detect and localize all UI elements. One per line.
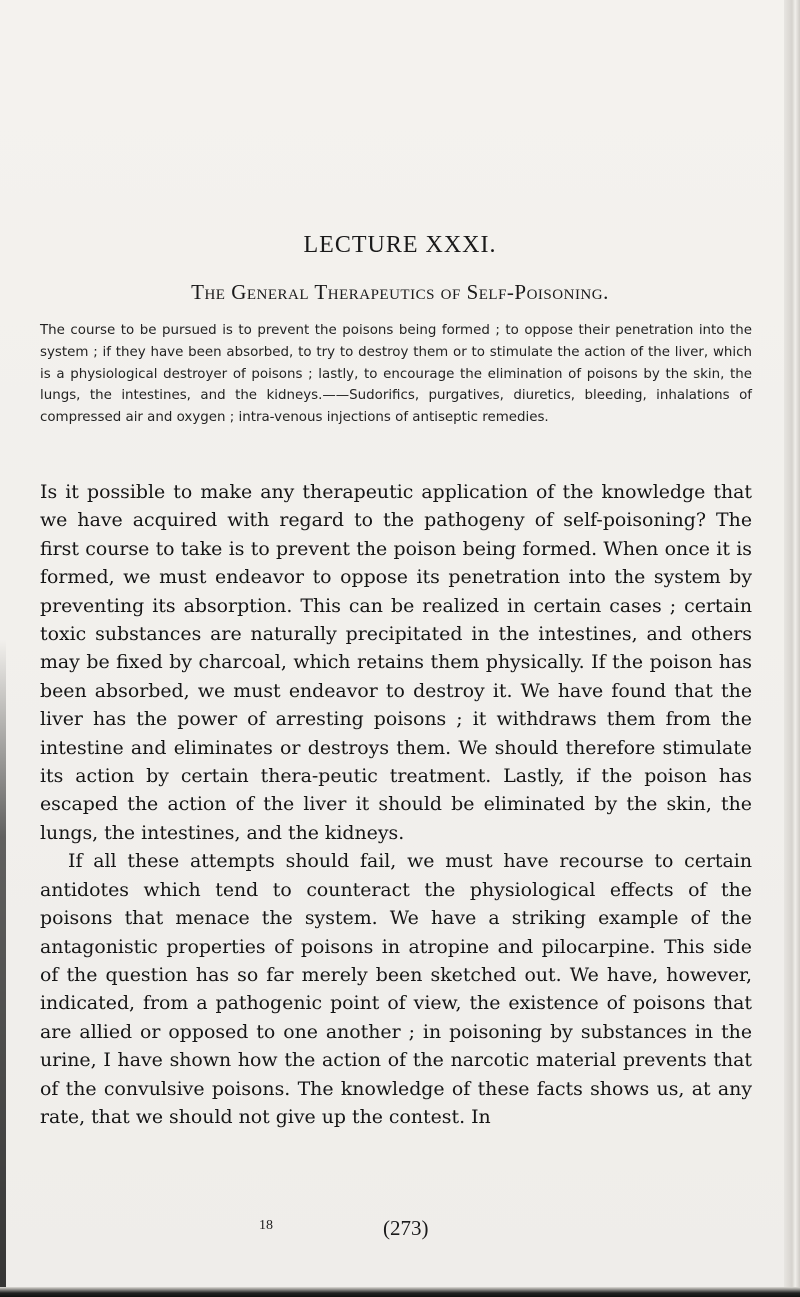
paragraph-1: Is it possible to make any therapeutic application of the knowledge that we have acquired with regard to the pathogeny of self-poisoning? The first course to take is to prevent the poison being formed. When once it is formed, we must endeavor to oppose its penetration into the system by preventing its absorption. This can be realized in certain cases ; certain toxic substances are naturally precipitated in the intestines, and others may be fixed by charcoal, which retains them physically. If the poison has been absorbed, we must endeavor to destroy it. We have found that the liver has the power of arresting poisons ; it withdraws them from the intestine and eliminates or destroys them. We should therefore stimulate its action by certain thera-peutic treatment. Lastly, if the poison has escaped the action of the liver it should be eliminated by the skin, the lungs, the intestines, and the kidneys. (40, 481, 752, 844)
signature-mark: 18 (259, 1218, 273, 1233)
lecture-summary: The course to be pursued is to prevent the poisons being formed ; to oppose their penetration into the system ; if they have been absorbed, to try to destroy them or to stimulate the action of the liver, which is a physiological destroyer of poisons ; lastly, to encourage the elimination of poisons by the skin, the lungs, the intestines, and the kidneys.——Sudorifics, purgatives, diuretics, bleeding, inhalations of compressed air and oxygen ; intra-venous injections of antiseptic remedies. (40, 323, 752, 426)
lecture-title: LECTURE XXXI. (303, 232, 497, 258)
page-left-shadow (0, 640, 6, 1297)
lecture-subtitle: The General Therapeutics of Self-Poisoning. (191, 280, 609, 304)
page-number: (273) (383, 1216, 429, 1240)
paragraph-2: If all these attempts should fail, we must have recourse to certain antidotes which tend to counteract the physiological effects of the poisons that menace the system. We have a striking example of the antagonistic properties of poisons in atropine and pilocarpine. This side of the question has so far merely been sketched out. We have, however, indicated, from a pathogenic point of view, the existence of poisons that are allied or opposed to one another ; in poisoning by substances in the urine, I have shown how the action of the narcotic material prevents that of the convulsive poisons. The knowledge of these facts shows us, at any rate, that we should not give up the contest. In (40, 850, 752, 1128)
body-text (40, 478, 752, 1131)
page-bottom-edge (0, 1287, 800, 1297)
page-right-edge (784, 0, 800, 1297)
